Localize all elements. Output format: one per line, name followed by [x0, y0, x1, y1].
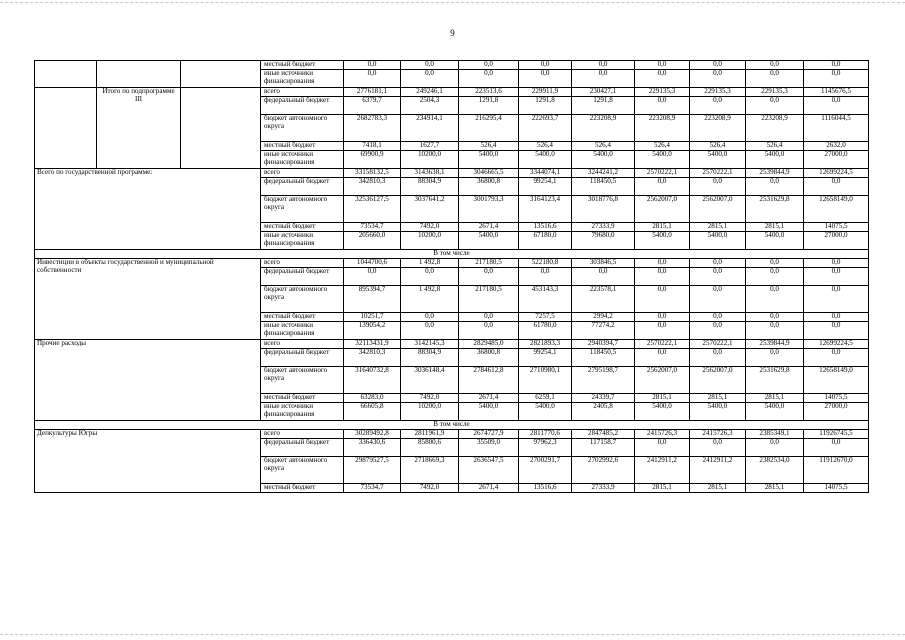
value-cell: 27000,0	[804, 403, 869, 421]
value-cell: 2682783,3	[344, 115, 401, 142]
value-cell: 2811961,9	[401, 430, 459, 439]
funding-source-cell: местный бюджет	[261, 313, 344, 322]
value-cell: 2674727,9	[459, 430, 519, 439]
value-cell: 0,0	[804, 322, 869, 340]
value-cell: 7418,1	[344, 142, 401, 151]
row-group-label: Прочие расходы	[35, 340, 261, 421]
funding-source-cell: всего	[261, 259, 344, 268]
value-cell: 5400,0	[635, 403, 690, 421]
value-cell: 0,0	[401, 313, 459, 322]
value-cell: 2570222,1	[635, 340, 690, 349]
funding-source-cell: местный бюджет	[261, 484, 344, 493]
value-cell: 117158,7	[572, 439, 635, 457]
value-cell: 5400,0	[572, 151, 635, 169]
value-cell: 0,0	[804, 439, 869, 457]
value-cell: 0,0	[746, 70, 804, 88]
value-cell: 453143,3	[519, 286, 572, 313]
value-cell: 7492,0	[401, 484, 459, 493]
value-cell: 526,4	[690, 142, 746, 151]
value-cell: 0,0	[804, 178, 869, 196]
value-cell: 12658149,0	[804, 196, 869, 223]
value-cell: 249246,1	[401, 88, 459, 97]
value-cell: 0,0	[635, 70, 690, 88]
value-cell: 2815,1	[746, 223, 804, 232]
value-cell: 0,0	[635, 313, 690, 322]
value-cell: 342810,3	[344, 178, 401, 196]
value-cell: 2815,1	[690, 484, 746, 493]
value-cell: 14075,5	[804, 394, 869, 403]
value-cell: 0,0	[804, 97, 869, 115]
value-cell: 2636547,5	[459, 457, 519, 484]
value-cell: 0,0	[635, 178, 690, 196]
value-cell: 526,4	[459, 142, 519, 151]
value-cell: 6259,1	[519, 394, 572, 403]
value-cell: 85800,6	[401, 439, 459, 457]
value-cell: 69900,9	[344, 151, 401, 169]
value-cell: 229135,3	[635, 88, 690, 97]
value-cell: 0,0	[459, 268, 519, 286]
value-cell: 5400,0	[519, 151, 572, 169]
value-cell: 2795198,7	[572, 367, 635, 394]
value-cell: 99254,1	[519, 349, 572, 367]
value-cell: 0,0	[459, 322, 519, 340]
table-subheading-row	[35, 421, 869, 430]
budget-table	[34, 60, 869, 493]
value-cell: 2784612,8	[459, 367, 519, 394]
value-cell: 234914,1	[401, 115, 459, 142]
value-cell: 2847485,2	[572, 430, 635, 439]
value-cell: 27333,9	[572, 484, 635, 493]
value-cell: 3142145,3	[401, 340, 459, 349]
value-cell: 0,0	[690, 268, 746, 286]
value-cell: 63283,0	[344, 394, 401, 403]
value-cell: 0,0	[746, 97, 804, 115]
funding-source-cell: бюджет автономного округа	[261, 286, 344, 313]
value-cell: 0,0	[519, 268, 572, 286]
value-cell: 0,0	[635, 322, 690, 340]
value-cell: 0,0	[690, 259, 746, 268]
value-cell: 2815,1	[746, 394, 804, 403]
table-row	[35, 340, 869, 349]
value-cell: 229135,3	[690, 88, 746, 97]
funding-source-cell: иные источники финансирования	[261, 403, 344, 421]
value-cell: 0,0	[401, 322, 459, 340]
table-subheading-row	[35, 250, 869, 259]
value-cell: 1145676,5	[804, 88, 869, 97]
row-group-label: Инвестиции в объекты государственной и муниципальной собственности	[35, 259, 261, 340]
value-cell: 222693,7	[519, 115, 572, 142]
funding-source-cell: федеральный бюджет	[261, 439, 344, 457]
value-cell: 229135,3	[746, 88, 804, 97]
value-cell: 0,0	[746, 178, 804, 196]
value-cell: 0,0	[344, 268, 401, 286]
top-border-line	[0, 2, 905, 3]
value-cell: 2531629,8	[746, 367, 804, 394]
table-row	[35, 88, 869, 97]
value-cell: 2405,8	[572, 403, 635, 421]
value-cell: 2632,0	[804, 142, 869, 151]
funding-source-cell: всего	[261, 340, 344, 349]
value-cell: 2570222,1	[690, 340, 746, 349]
row-group-label: Всего по государственной программе:	[35, 169, 261, 250]
value-cell: 217180,5	[459, 286, 519, 313]
value-cell: 61780,0	[519, 322, 572, 340]
bottom-border-line	[0, 634, 905, 635]
value-cell: 0,0	[804, 70, 869, 88]
table-row	[35, 259, 869, 268]
value-cell: 0,0	[635, 259, 690, 268]
value-cell: 0,0	[635, 268, 690, 286]
funding-source-cell: федеральный бюджет	[261, 268, 344, 286]
value-cell: 0,0	[804, 286, 869, 313]
value-cell: 0,0	[746, 313, 804, 322]
value-cell: 3046665,5	[459, 169, 519, 178]
value-cell: 1291,8	[459, 97, 519, 115]
value-cell: 2811770,6	[519, 430, 572, 439]
value-cell: 0,0	[459, 61, 519, 70]
value-cell: 5400,0	[459, 232, 519, 250]
value-cell: 2412911,2	[635, 457, 690, 484]
value-cell: 139054,2	[344, 322, 401, 340]
value-cell: 5400,0	[746, 232, 804, 250]
value-cell: 223208,9	[746, 115, 804, 142]
value-cell: 7257,5	[519, 313, 572, 322]
value-cell: 0,0	[635, 286, 690, 313]
value-cell: 2776181,1	[344, 88, 401, 97]
value-cell: 88304,9	[401, 349, 459, 367]
value-cell: 2531629,8	[746, 196, 804, 223]
value-cell: 0,0	[746, 349, 804, 367]
value-cell: 0,0	[635, 349, 690, 367]
value-cell: 0,0	[519, 61, 572, 70]
value-cell: 223208,9	[690, 115, 746, 142]
value-cell: 2562007,0	[635, 196, 690, 223]
value-cell: 223578,1	[572, 286, 635, 313]
value-cell: 5400,0	[746, 403, 804, 421]
value-cell: 3001793,3	[459, 196, 519, 223]
value-cell: 1 492,8	[401, 259, 459, 268]
funding-source-cell: иные источники финансирования	[261, 232, 344, 250]
value-cell: 2570222,1	[635, 169, 690, 178]
blank-cell	[181, 61, 261, 88]
value-cell: 2815,1	[635, 223, 690, 232]
value-cell: 5400,0	[519, 403, 572, 421]
value-cell: 79680,0	[572, 232, 635, 250]
value-cell: 14075,5	[804, 484, 869, 493]
value-cell: 2815,1	[746, 484, 804, 493]
value-cell: 0,0	[519, 70, 572, 88]
value-cell: 3164123,4	[519, 196, 572, 223]
value-cell: 13516,6	[519, 223, 572, 232]
value-cell: 336430,6	[344, 439, 401, 457]
value-cell: 0,0	[804, 259, 869, 268]
funding-source-cell: бюджет автономного округа	[261, 115, 344, 142]
value-cell: 2994,2	[572, 313, 635, 322]
value-cell: 1 492,8	[401, 286, 459, 313]
value-cell: 303846,5	[572, 259, 635, 268]
subheading-cell: В том числе	[35, 421, 869, 430]
value-cell: 522180,8	[519, 259, 572, 268]
value-cell: 0,0	[572, 268, 635, 286]
value-cell: 2415726,3	[690, 430, 746, 439]
value-cell: 3344074,1	[519, 169, 572, 178]
value-cell: 2829485,0	[459, 340, 519, 349]
value-cell: 33158132,5	[344, 169, 401, 178]
funding-source-cell: местный бюджет	[261, 142, 344, 151]
value-cell: 0,0	[459, 70, 519, 88]
value-cell: 2539844,9	[746, 340, 804, 349]
value-cell: 0,0	[690, 97, 746, 115]
value-cell: 36800,8	[459, 178, 519, 196]
value-cell: 526,4	[519, 142, 572, 151]
value-cell: 67180,0	[519, 232, 572, 250]
value-cell: 5400,0	[690, 151, 746, 169]
value-cell: 1627,7	[401, 142, 459, 151]
value-cell: 2415726,3	[635, 430, 690, 439]
value-cell: 5400,0	[459, 403, 519, 421]
value-cell: 10251,7	[344, 313, 401, 322]
value-cell: 2718669,3	[401, 457, 459, 484]
value-cell: 2815,1	[635, 394, 690, 403]
value-cell: 217180,5	[459, 259, 519, 268]
value-cell: 2671,4	[459, 223, 519, 232]
value-cell: 5400,0	[690, 403, 746, 421]
value-cell: 2671,4	[459, 484, 519, 493]
value-cell: 35509,0	[459, 439, 519, 457]
value-cell: 216295,4	[459, 115, 519, 142]
value-cell: 2700291,7	[519, 457, 572, 484]
value-cell: 342810,3	[344, 349, 401, 367]
value-cell: 2710980,1	[519, 367, 572, 394]
value-cell: 205660,0	[344, 232, 401, 250]
funding-source-cell: федеральный бюджет	[261, 97, 344, 115]
row-group-label: Депкультуры Югры	[35, 430, 261, 493]
table-row	[35, 430, 869, 439]
value-cell: 2570222,1	[690, 169, 746, 178]
value-cell: 13516,6	[519, 484, 572, 493]
value-cell: 11926745,5	[804, 430, 869, 439]
value-cell: 3018776,8	[572, 196, 635, 223]
value-cell: 2385349,1	[746, 430, 804, 439]
value-cell: 5400,0	[635, 232, 690, 250]
value-cell: 27333,9	[572, 223, 635, 232]
value-cell: 36800,8	[459, 349, 519, 367]
funding-source-cell: всего	[261, 88, 344, 97]
funding-source-cell: всего	[261, 169, 344, 178]
value-cell: 0,0	[690, 70, 746, 88]
value-cell: 2562007,0	[690, 367, 746, 394]
value-cell: 0,0	[746, 268, 804, 286]
value-cell: 77274,2	[572, 322, 635, 340]
value-cell: 2815,1	[690, 394, 746, 403]
funding-source-cell: местный бюджет	[261, 223, 344, 232]
value-cell: 2815,1	[635, 484, 690, 493]
value-cell: 12699224,5	[804, 340, 869, 349]
value-cell: 6379,7	[344, 97, 401, 115]
value-cell: 0,0	[804, 349, 869, 367]
value-cell: 66605,8	[344, 403, 401, 421]
table-row	[35, 61, 869, 70]
value-cell: 0,0	[690, 178, 746, 196]
value-cell: 0,0	[690, 313, 746, 322]
value-cell: 27000,0	[804, 232, 869, 250]
value-cell: 12699224,5	[804, 169, 869, 178]
value-cell: 30289492,8	[344, 430, 401, 439]
value-cell: 118450,5	[572, 178, 635, 196]
value-cell: 223208,9	[572, 115, 635, 142]
value-cell: 229911,9	[519, 88, 572, 97]
value-cell: 526,4	[572, 142, 635, 151]
value-cell: 10200,0	[401, 403, 459, 421]
value-cell: 0,0	[401, 70, 459, 88]
funding-source-cell: федеральный бюджет	[261, 178, 344, 196]
value-cell: 0,0	[746, 286, 804, 313]
value-cell: 0,0	[746, 61, 804, 70]
value-cell: 1291,8	[572, 97, 635, 115]
value-cell: 2702992,6	[572, 457, 635, 484]
value-cell: 223513,6	[459, 88, 519, 97]
value-cell: 10200,0	[401, 151, 459, 169]
value-cell: 3143638,1	[401, 169, 459, 178]
value-cell: 2815,1	[690, 223, 746, 232]
funding-source-cell: местный бюджет	[261, 394, 344, 403]
value-cell: 0,0	[635, 61, 690, 70]
funding-source-cell: местный бюджет	[261, 61, 344, 70]
value-cell: 32536127,5	[344, 196, 401, 223]
value-cell: 29879527,5	[344, 457, 401, 484]
value-cell: 2671,4	[459, 394, 519, 403]
value-cell: 88304,9	[401, 178, 459, 196]
table-row	[35, 169, 869, 178]
funding-source-cell: иные источники финансирования	[261, 151, 344, 169]
funding-source-cell: федеральный бюджет	[261, 349, 344, 367]
value-cell: 0,0	[344, 70, 401, 88]
value-cell: 2504,3	[401, 97, 459, 115]
value-cell: 14075,5	[804, 223, 869, 232]
value-cell: 97962,3	[519, 439, 572, 457]
subheading-cell: В том числе	[35, 250, 869, 259]
value-cell: 0,0	[804, 268, 869, 286]
value-cell: 0,0	[746, 439, 804, 457]
value-cell: 0,0	[635, 439, 690, 457]
value-cell: 895394,7	[344, 286, 401, 313]
blank-cell	[35, 88, 97, 169]
value-cell: 118450,5	[572, 349, 635, 367]
value-cell: 0,0	[690, 439, 746, 457]
value-cell: 7492,0	[401, 394, 459, 403]
value-cell: 73534,7	[344, 223, 401, 232]
value-cell: 3036148,4	[401, 367, 459, 394]
value-cell: 11912670,0	[804, 457, 869, 484]
value-cell: 10200,0	[401, 232, 459, 250]
value-cell: 2539844,9	[746, 169, 804, 178]
value-cell: 0,0	[804, 61, 869, 70]
value-cell: 5400,0	[635, 151, 690, 169]
value-cell: 230427,1	[572, 88, 635, 97]
value-cell: 12658149,0	[804, 367, 869, 394]
value-cell: 5400,0	[746, 151, 804, 169]
value-cell: 0,0	[804, 313, 869, 322]
value-cell: 0,0	[401, 268, 459, 286]
value-cell: 2382534,0	[746, 457, 804, 484]
value-cell: 27000,0	[804, 151, 869, 169]
value-cell: 0,0	[690, 349, 746, 367]
row-group-label: Итого по подпрограмме III	[97, 88, 181, 169]
value-cell: 0,0	[401, 61, 459, 70]
funding-source-cell: всего	[261, 430, 344, 439]
funding-source-cell: иные источники финансирования	[261, 322, 344, 340]
value-cell: 0,0	[572, 61, 635, 70]
value-cell: 0,0	[690, 286, 746, 313]
value-cell: 5400,0	[690, 232, 746, 250]
blank-cell	[181, 88, 261, 169]
value-cell: 1116044,5	[804, 115, 869, 142]
value-cell: 3244241,2	[572, 169, 635, 178]
value-cell: 5400,0	[459, 151, 519, 169]
value-cell: 0,0	[690, 61, 746, 70]
value-cell: 0,0	[746, 259, 804, 268]
value-cell: 32113431,9	[344, 340, 401, 349]
value-cell: 7492,0	[401, 223, 459, 232]
value-cell: 2562007,0	[635, 367, 690, 394]
value-cell: 2562007,0	[690, 196, 746, 223]
value-cell: 0,0	[690, 322, 746, 340]
funding-source-cell: бюджет автономного округа	[261, 196, 344, 223]
value-cell: 0,0	[572, 70, 635, 88]
value-cell: 31640732,8	[344, 367, 401, 394]
value-cell: 2940394,7	[572, 340, 635, 349]
page-number: 9	[450, 28, 455, 38]
value-cell: 526,4	[635, 142, 690, 151]
funding-source-cell: иные источники финансирования	[261, 70, 344, 88]
value-cell: 1291,8	[519, 97, 572, 115]
blank-cell	[35, 61, 97, 88]
value-cell: 0,0	[635, 97, 690, 115]
value-cell: 73534,7	[344, 484, 401, 493]
row-group-label	[97, 61, 181, 88]
value-cell: 0,0	[746, 322, 804, 340]
value-cell: 2412911,2	[690, 457, 746, 484]
value-cell: 526,4	[746, 142, 804, 151]
funding-source-cell: бюджет автономного округа	[261, 457, 344, 484]
value-cell: 0,0	[344, 61, 401, 70]
value-cell: 223208,9	[635, 115, 690, 142]
value-cell: 24339,7	[572, 394, 635, 403]
value-cell: 99254,1	[519, 178, 572, 196]
value-cell: 3037641,2	[401, 196, 459, 223]
value-cell: 0,0	[459, 313, 519, 322]
value-cell: 2821893,3	[519, 340, 572, 349]
value-cell: 1044700,6	[344, 259, 401, 268]
funding-source-cell: бюджет автономного округа	[261, 367, 344, 394]
